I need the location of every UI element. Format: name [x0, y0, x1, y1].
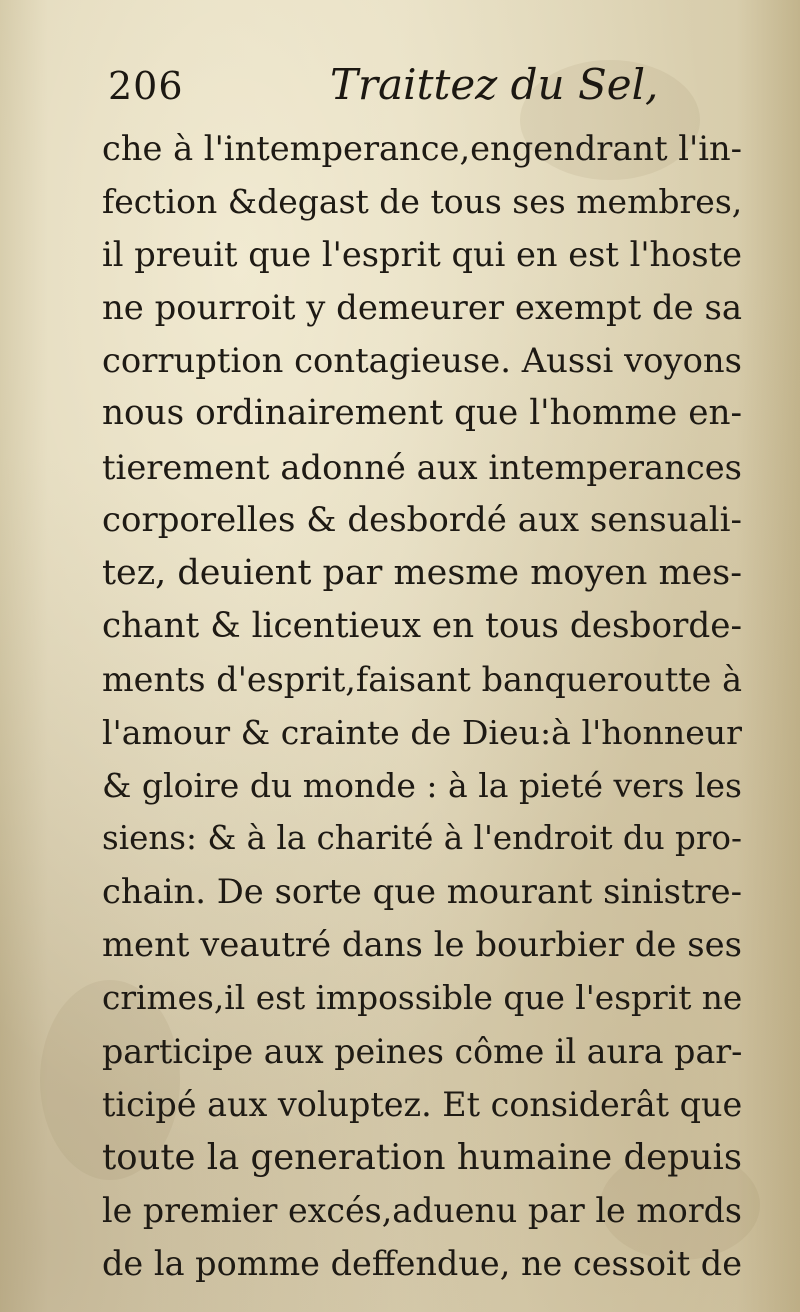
text-line: il preuit que l'esprit qui en est l'hoste: [102, 235, 742, 275]
text-line: le premier excés,aduenu par le mords: [102, 1190, 742, 1230]
body-text: [102, 122, 742, 1290]
text-line: chant & licentieux en tous desborde-: [102, 605, 742, 646]
text-line: che à l'intemperance,engendrant l'in-: [102, 129, 743, 168]
text-line: crimes,il est impossible que l'esprit ne: [102, 978, 743, 1017]
text-line: ne pourroit y demeurer exempt de sa: [102, 288, 742, 328]
page-header: [108, 58, 728, 118]
text-line: ment veautré dans le bourbier de ses: [102, 925, 742, 965]
text-line: & gloire du monde : à la pieté vers les: [102, 766, 742, 806]
text-line: corruption contagieuse. Aussi voyons: [102, 341, 742, 381]
text-line: siens: & à la charité à l'endroit du pro-: [102, 819, 742, 858]
text-line: ticipé aux voluptez. Et considerât que: [102, 1084, 743, 1124]
running-title: Traittez du Sel,: [330, 60, 659, 109]
text-line: toute la generation humaine depuis: [102, 1136, 742, 1178]
text-line: tierement adonné aux intemperances: [102, 447, 742, 487]
text-line: nous ordinairement que l'homme en-: [102, 393, 742, 434]
text-line: de la pomme deffendue, ne cessoit de: [102, 1243, 742, 1283]
text-line: participe aux peines côme il aura par-: [102, 1031, 743, 1071]
text-line: tez, deuient par mesme moyen mes-: [102, 552, 743, 593]
text-line: chain. De sorte que mourant sinistre-: [102, 872, 742, 912]
text-line: corporelles & desbordé aux sensuali-: [102, 499, 742, 540]
text-line: l'amour & crainte de Dieu:à l'honneur: [102, 713, 742, 753]
page-number: 206: [108, 64, 184, 108]
text-line: ments d'esprit,faisant banqueroutte à: [102, 659, 742, 699]
text-line: fection &degast de tous ses membres,: [102, 182, 743, 222]
